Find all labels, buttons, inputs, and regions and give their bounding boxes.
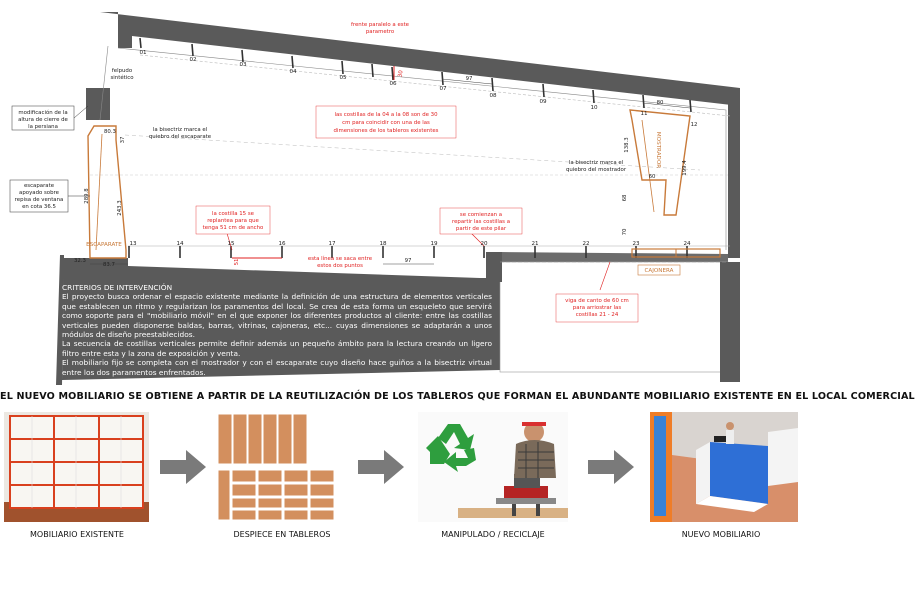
criteria-text — [62, 283, 492, 377]
rib-number-13: 13 — [129, 241, 137, 247]
criteria-paragraph-3: El mobiliario fijo se completa con el mostrador y con el escaparate cuyo diseño hace guiños a la bisectriz virtual entre los dos paramentos enfrentados. — [62, 358, 492, 377]
criteria-paragraph-2: La secuencia de costillas verticales permite definir además un pequeño ámbito para la lectura creando un ligero filtro entre esta y la zona de exposición y venta. — [62, 339, 492, 358]
dim-97-top: 97 — [465, 76, 473, 82]
process-banner: EL NUEVO MOBILIARIO SE OBTIENE A PARTIR DE LA REUTILIZACIÓN DE LOS TABLEROS QUE FORMAN EL ABUNDANTE MOBILIARIO EXISTENTE EN EL LOCAL COMERCIAL — [0, 391, 915, 402]
rib-number-19: 19 — [430, 241, 438, 247]
rib-number-16: 16 — [278, 241, 286, 247]
rib-number-06: 06 — [389, 81, 397, 87]
note-repartir: se comienzan a repartir las costillas a partir de este pilar — [451, 212, 511, 232]
dim-70: 70 — [622, 228, 628, 236]
rib-number-21: 21 — [531, 241, 539, 247]
dim-68: 68 — [622, 194, 628, 202]
arrow-right-3 — [588, 450, 634, 488]
rib-number-20: 20 — [480, 241, 488, 247]
rib-number-17: 17 — [328, 241, 336, 247]
escaparate-inner — [96, 134, 102, 250]
dim-138: 138.3 — [624, 137, 630, 153]
note-viga: viga de canto de 60 cm para arriostrar las costillas 21 - 24 — [565, 298, 629, 318]
rib-number-24: 24 — [683, 241, 691, 247]
rib-number-09: 09 — [539, 99, 547, 105]
image-existing-furniture — [4, 412, 149, 522]
image-board-breakdown — [212, 412, 352, 522]
left-wall-pillar — [86, 88, 110, 120]
note-bisectriz-escaparate: la bisectriz marca el quiebro del escaparate — [148, 127, 212, 140]
rib-number-04: 04 — [289, 69, 297, 75]
dim-37: 37 — [120, 136, 126, 144]
rib-number-07: 07 — [439, 86, 447, 92]
note-linea: esta línea se saca entre estos dos puntos — [307, 256, 373, 269]
dim-51: 51 — [234, 258, 240, 266]
rib-number-11: 11 — [640, 111, 648, 117]
label-cajonera: CAJONERA — [644, 268, 674, 274]
caption-recycling: MANIPULADO / RECICLAJE — [441, 530, 545, 539]
dim-80-top: 80 — [656, 100, 664, 106]
dim-97-bottom: 97 — [404, 258, 412, 264]
dim-243: 243.3 — [117, 200, 123, 216]
image-new-furniture — [650, 412, 798, 522]
dim-12: 12 — [690, 122, 698, 128]
rib-number-23: 23 — [632, 241, 640, 247]
rib-number-18: 18 — [379, 241, 387, 247]
note-costilla15: la costilla 15 se replantea para que tenga 51 cm de ancho — [202, 211, 264, 231]
dim-30: 30 — [397, 69, 405, 78]
note-escaparate-repisa: escaparate apoyado sobre repisa de ventana en cota 36.5 — [14, 183, 64, 210]
note-felpudo: felpudo sintético — [110, 68, 134, 81]
caption-breakdown: DESPIECE EN TABLEROS — [233, 530, 331, 539]
right-wall — [728, 104, 740, 258]
label-mostrador: MOSTRADOR — [655, 131, 661, 169]
note-bisectriz-mostrador: la bisectriz marca el quiebro del mostrador — [565, 160, 627, 173]
label-escaparate: ESCAPARATE — [86, 242, 122, 248]
rib-number-03: 03 — [239, 62, 247, 68]
criteria-paragraph-1: El proyecto busca ordenar el espacio existente mediante la definición de una estructura de elementos verticales que establecen un ritmo y regularizan los paramentos del local. Se crea de esta forma un esqueleto que servirá como soporte para el "mobiliario móvil" en el que exponer los diferentes productos al cliente: entre las costillas verticales pueden disponerse baldas, barras, vitrinas, cajoneras, etc... cuyas dimensiones se adaptarán a unos módulos de diseño preestablecidos. — [62, 292, 492, 340]
arrow-right-2 — [358, 450, 404, 488]
rib-number-01: 01 — [139, 50, 147, 56]
image-recycling — [418, 412, 568, 522]
dim-32: 32.3 — [73, 258, 87, 264]
note-persiana: modificación de la altura de cierre de la persiana — [18, 110, 68, 130]
rib-number-10: 10 — [590, 105, 598, 111]
rib-number-05: 05 — [339, 75, 347, 81]
annex-pillar — [486, 252, 502, 282]
dim-80-3: 80.3 — [103, 129, 117, 135]
dim-289: 289.8 — [84, 188, 90, 204]
arrow-right-1 — [160, 450, 206, 488]
rib-number-22: 22 — [582, 241, 590, 247]
note-frente: frente paralelo a este parametro — [350, 22, 410, 35]
rib-number-08: 08 — [489, 93, 497, 99]
mostrador-inner — [642, 120, 654, 212]
dim-199: 199.4 — [682, 160, 688, 176]
note-costillas: las costillas de la 04 a la 08 son de 30 cm para coincidir con una de las dimensiones de los tableros existentes — [333, 112, 439, 134]
escaparate-outline — [88, 126, 126, 258]
caption-new: NUEVO MOBILIARIO — [681, 530, 761, 539]
rib-number-14: 14 — [176, 241, 184, 247]
right-annex-wall — [720, 262, 740, 382]
caption-existing: MOBILIARIO EXISTENTE — [30, 530, 124, 539]
dim-60: 60 — [648, 174, 656, 180]
callout-leader-1 — [74, 106, 88, 118]
criteria-title: CRITERIOS DE INTERVENCIÓN — [62, 283, 173, 292]
dim-83: 83.7 — [102, 262, 116, 268]
rib-number-02: 02 — [189, 57, 197, 63]
rib-number-15: 15 — [227, 241, 235, 247]
